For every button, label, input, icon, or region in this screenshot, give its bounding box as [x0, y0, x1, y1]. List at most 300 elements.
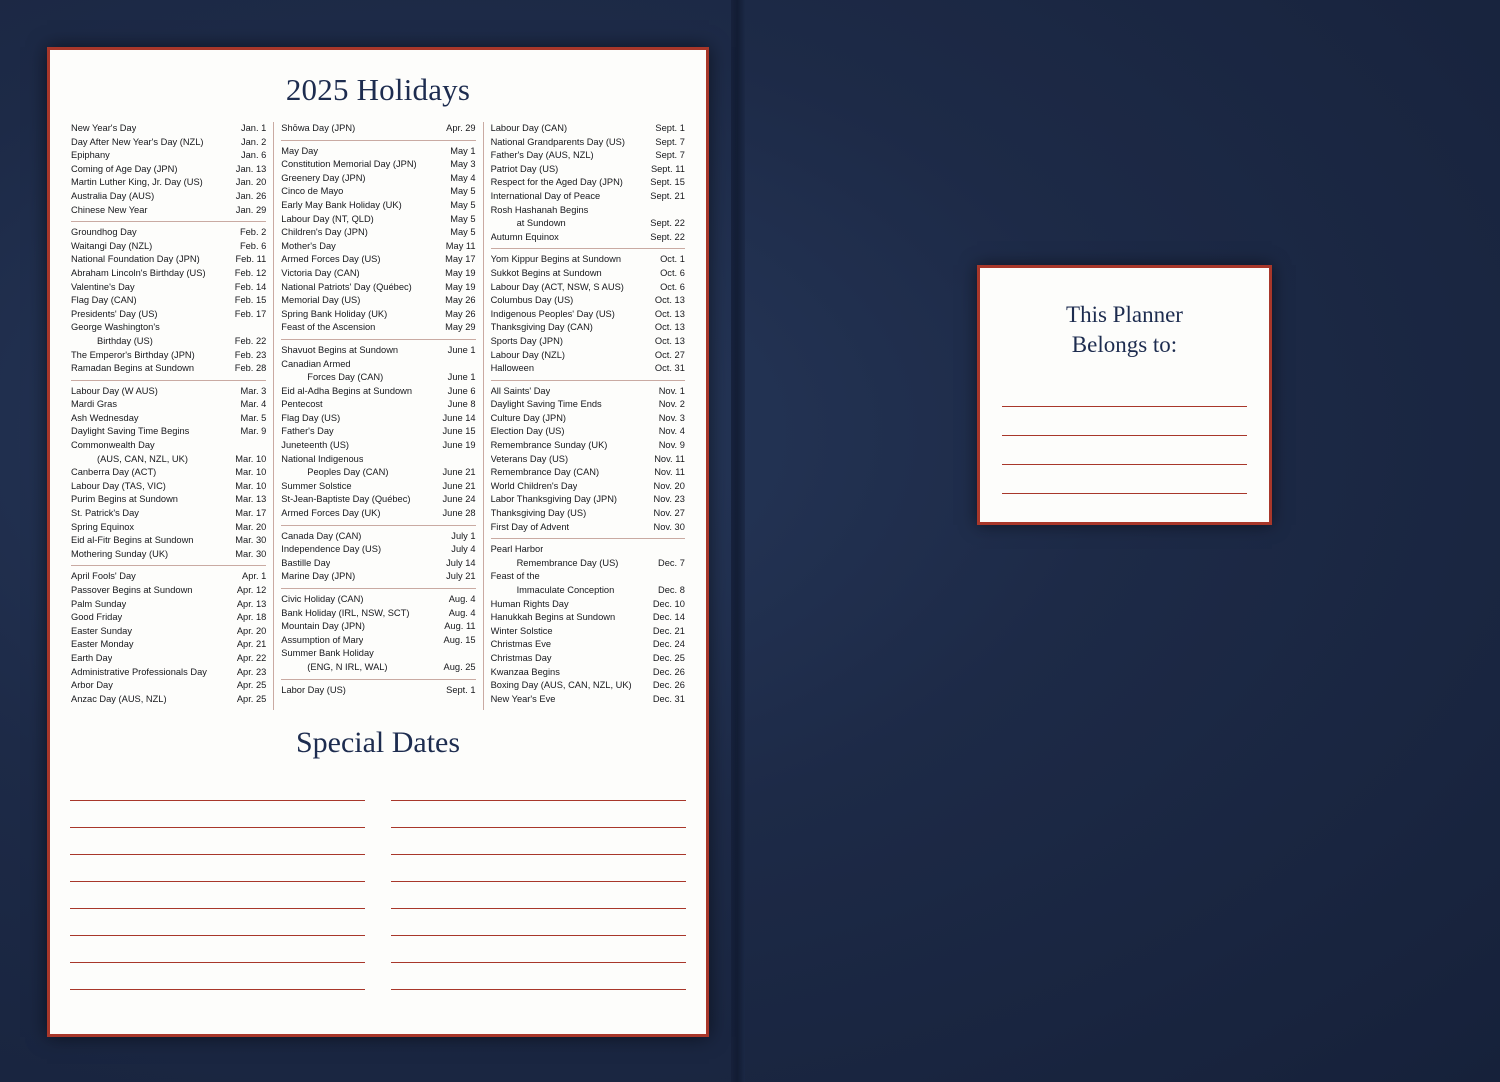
holiday-name: Ramadan Begins at Sundown — [71, 363, 195, 374]
holiday-row — [71, 385, 266, 399]
write-line[interactable] — [70, 828, 365, 855]
holiday-row — [71, 149, 266, 163]
holiday-row — [71, 335, 266, 349]
holiday-name: Sports Day (JPN) — [490, 335, 563, 346]
holiday-name: Father's Day — [281, 426, 334, 437]
holiday-date: July 4 — [451, 544, 476, 555]
holiday-row — [491, 217, 685, 231]
holiday-date: Feb. 12 — [234, 267, 267, 278]
holiday-row — [491, 267, 685, 281]
holiday-name: Greenery Day (JPN) — [281, 172, 366, 183]
holiday-name: Birthday (US) — [97, 335, 153, 346]
holiday-row — [71, 598, 266, 612]
holiday-date: Aug. 4 — [448, 594, 476, 604]
holiday-name: St. Patrick's Day — [71, 508, 139, 519]
holiday-row — [71, 163, 266, 177]
holiday-name: Remembrance Day (CAN) — [490, 467, 600, 478]
holiday-name: Commonwealth Day — [71, 440, 155, 451]
holiday-row — [71, 534, 266, 548]
holiday-month-group — [281, 588, 475, 679]
holiday-row — [281, 661, 475, 675]
holiday-row — [491, 385, 685, 399]
holiday-name: National Foundation Day (JPN) — [71, 254, 200, 265]
holiday-date: Dec. 31 — [652, 693, 685, 704]
holiday-name: Eid al-Fitr Begins at Sundown — [71, 535, 194, 546]
write-line[interactable] — [391, 909, 686, 936]
holiday-row — [71, 584, 266, 598]
holiday-date: July 21 — [446, 571, 476, 582]
holiday-date: Oct. 13 — [654, 335, 685, 346]
holiday-name: Easter Sunday — [71, 625, 132, 636]
holiday-date: Apr. 25 — [236, 693, 267, 704]
holiday-date: Jan. 20 — [235, 177, 267, 188]
holiday-name: Flag Day (CAN) — [71, 295, 137, 306]
write-line[interactable] — [70, 909, 365, 936]
holiday-date: Apr. 29 — [446, 123, 476, 133]
holiday-date: Oct. 31 — [654, 363, 685, 374]
holiday-row — [281, 185, 475, 199]
holiday-name: Culture Day (JPN) — [490, 412, 567, 423]
holiday-row — [71, 480, 266, 494]
holiday-row — [71, 362, 266, 376]
holiday-name: (AUS, CAN, NZL, UK) — [97, 453, 188, 464]
holiday-date: Jan. 13 — [235, 163, 267, 174]
special-dates-title: Special Dates — [295, 726, 461, 760]
holiday-row — [281, 439, 475, 453]
holiday-date: Feb. 15 — [234, 295, 267, 306]
holiday-date: Nov. 4 — [658, 426, 685, 437]
holiday-row — [491, 480, 685, 494]
holiday-name: Feast of the Ascension — [281, 322, 376, 333]
holiday-month-group — [71, 380, 266, 566]
write-line[interactable] — [70, 774, 365, 801]
holiday-row — [491, 521, 685, 535]
holiday-row — [281, 172, 475, 186]
holiday-month-group — [281, 679, 475, 702]
holiday-row — [281, 647, 475, 661]
write-line[interactable] — [391, 882, 686, 909]
holidays-page — [47, 47, 709, 1037]
holiday-name: Coming of Age Day (JPN) — [71, 163, 178, 174]
holiday-name: Labour Day (NT, QLD) — [281, 213, 374, 224]
holiday-name: Remembrance Sunday (UK) — [490, 440, 608, 451]
holiday-date: Nov. 30 — [653, 521, 685, 532]
holiday-date: June 19 — [442, 440, 476, 451]
holiday-date: Apr. 25 — [236, 680, 267, 691]
write-line[interactable] — [391, 828, 686, 855]
holiday-month-group — [71, 565, 266, 710]
holiday-date: May 19 — [445, 281, 476, 292]
belongs-to-title — [1002, 300, 1247, 360]
holiday-row — [491, 598, 685, 612]
holiday-row — [281, 453, 475, 467]
holiday-month-group — [491, 122, 685, 248]
write-line[interactable] — [391, 963, 686, 990]
holiday-date: Nov. 27 — [653, 508, 685, 519]
holiday-row — [491, 190, 685, 204]
holiday-name: Easter Monday — [71, 639, 134, 650]
holiday-date: Feb. 11 — [235, 254, 267, 265]
holiday-name: Shōwa Day (JPN) — [281, 123, 356, 133]
holiday-row — [491, 543, 685, 557]
holiday-row — [71, 611, 266, 625]
holiday-name: Spring Equinox — [71, 521, 135, 532]
holiday-date: Oct. 6 — [660, 267, 685, 278]
holiday-name: Bastille Day — [281, 557, 331, 568]
holiday-date: Sept. 22 — [650, 218, 685, 229]
holiday-name: New Year's Day — [71, 123, 137, 133]
holiday-date: June 1 — [447, 372, 476, 383]
holiday-date: Sept. 21 — [650, 190, 685, 201]
holiday-row — [71, 666, 266, 680]
holiday-row — [491, 362, 685, 376]
holiday-name: Mother's Day — [281, 240, 336, 251]
write-line[interactable] — [1002, 465, 1247, 494]
holiday-name: International Day of Peace — [490, 190, 601, 201]
holiday-date: Feb. 6 — [239, 240, 267, 251]
holiday-name: Eid al-Adha Begins at Sundown — [281, 385, 413, 396]
holiday-date: Mar. 17 — [235, 508, 267, 519]
holiday-date: Dec. 7 — [658, 557, 685, 568]
write-line[interactable] — [70, 963, 365, 990]
holiday-row — [71, 294, 266, 308]
belongs-to-line-2: Belongs to: — [1071, 332, 1178, 357]
holiday-date: Mar. 3 — [240, 385, 267, 396]
holiday-row — [281, 199, 475, 213]
holiday-row — [491, 163, 685, 177]
holiday-name: Daylight Saving Time Begins — [71, 426, 190, 437]
holiday-row — [71, 190, 266, 204]
holiday-date: Mar. 20 — [235, 521, 267, 532]
holiday-name: National Indigenous — [281, 453, 364, 464]
write-line[interactable] — [70, 855, 365, 882]
holiday-date: May 26 — [445, 308, 476, 319]
holiday-date: Nov. 2 — [658, 399, 685, 410]
holiday-month-group — [71, 122, 266, 221]
holiday-name: Respect for the Aged Day (JPN) — [490, 177, 623, 188]
holiday-date: Dec. 26 — [652, 680, 685, 691]
holiday-date: Feb. 28 — [234, 363, 267, 374]
holiday-name: Shavuot Begins at Sundown — [281, 344, 399, 355]
holiday-row — [491, 584, 685, 598]
holiday-date: Sept. 1 — [446, 684, 476, 695]
holiday-date: Mar. 5 — [240, 412, 267, 423]
holiday-name: George Washington's — [71, 322, 160, 333]
holiday-date: June 14 — [442, 412, 476, 423]
holiday-row — [281, 213, 475, 227]
holiday-name: Palm Sunday — [71, 598, 127, 609]
holiday-date: Apr. 1 — [242, 571, 267, 582]
holiday-row — [281, 371, 475, 385]
holiday-name: Sukkot Begins at Sundown — [490, 267, 602, 278]
holiday-name: Assumption of Mary — [281, 634, 364, 645]
holiday-date: Dec. 10 — [652, 598, 685, 609]
holiday-row — [71, 226, 266, 240]
holiday-date: Dec. 25 — [652, 652, 685, 663]
holiday-name: Halloween — [490, 363, 535, 374]
belongs-to-line-1: This Planner — [1066, 302, 1183, 327]
holiday-date: Oct. 27 — [654, 349, 685, 360]
holiday-date: Sept. 11 — [650, 163, 685, 174]
holiday-name: Canberra Day (ACT) — [71, 467, 157, 478]
holiday-row — [491, 204, 685, 218]
holiday-date: Feb. 14 — [234, 281, 267, 292]
holiday-row — [281, 557, 475, 571]
holiday-name: Armed Forces Day (UK) — [281, 508, 381, 519]
holiday-row — [71, 679, 266, 693]
holiday-date: May 29 — [445, 322, 476, 333]
holiday-name: Spring Bank Holiday (UK) — [281, 308, 388, 319]
holiday-name: World Children's Day — [490, 480, 578, 491]
holiday-name: Summer Bank Holiday — [281, 648, 374, 659]
write-line[interactable] — [70, 882, 365, 909]
holiday-date: Apr. 12 — [236, 585, 267, 595]
holiday-row — [71, 493, 266, 507]
holiday-row — [71, 548, 266, 562]
holiday-row — [281, 466, 475, 480]
holiday-name: Independence Day (US) — [281, 544, 382, 555]
holiday-name: Groundhog Day — [71, 227, 137, 238]
holiday-name: Bank Holiday (IRL, NSW, SCT) — [281, 607, 410, 618]
holiday-name: Thanksgiving Day (US) — [490, 508, 587, 519]
holiday-name: Juneteenth (US) — [281, 440, 349, 451]
holiday-row — [491, 398, 685, 412]
holiday-date: Oct. 1 — [660, 254, 685, 265]
holiday-row — [281, 684, 475, 698]
holiday-date: Dec. 26 — [652, 666, 685, 677]
holiday-name: Labour Day (NZL) — [490, 349, 565, 360]
holiday-date: Feb. 2 — [239, 227, 267, 238]
holiday-name: Constitution Memorial Day (JPN) — [281, 159, 417, 170]
holiday-row — [281, 240, 475, 254]
holiday-date: Oct. 6 — [660, 281, 685, 292]
holiday-month-group — [71, 221, 266, 380]
holiday-date: May 19 — [445, 267, 476, 278]
holiday-date: Oct. 13 — [654, 322, 685, 333]
holiday-name: Christmas Day — [490, 652, 552, 663]
special-dates-column — [391, 774, 686, 990]
holiday-name: St-Jean-Baptiste Day (Québec) — [281, 494, 411, 505]
holiday-row — [491, 231, 685, 245]
holiday-row — [491, 570, 685, 584]
holiday-name: Human Rights Day — [490, 598, 569, 609]
holiday-row — [71, 308, 266, 322]
holiday-name: Passover Begins at Sundown — [71, 585, 193, 595]
holiday-date: Dec. 21 — [652, 625, 685, 636]
holiday-name: Day After New Year's Day (NZL) — [71, 136, 204, 147]
write-line[interactable] — [391, 855, 686, 882]
holiday-name: Administrative Professionals Day — [71, 666, 207, 677]
holiday-row — [281, 344, 475, 358]
holiday-date: Dec. 24 — [652, 639, 685, 650]
holiday-row — [491, 466, 685, 480]
holiday-date: Mar. 10 — [235, 453, 267, 464]
holiday-row — [71, 570, 266, 584]
holiday-name: Immaculate Conception — [516, 585, 615, 595]
holiday-row — [281, 398, 475, 412]
holiday-date: June 24 — [442, 494, 476, 505]
holiday-row — [491, 638, 685, 652]
holiday-row — [491, 321, 685, 335]
holiday-date: June 8 — [447, 399, 476, 410]
write-line[interactable] — [70, 801, 365, 828]
holiday-date: Apr. 20 — [236, 625, 267, 636]
holiday-name: Indigenous Peoples' Day (US) — [490, 308, 615, 319]
belongs-to-card — [977, 265, 1272, 525]
holiday-date: Oct. 13 — [654, 308, 685, 319]
holiday-name: Columbus Day (US) — [490, 295, 574, 306]
holiday-date: Nov. 20 — [653, 480, 685, 491]
holiday-row — [281, 425, 475, 439]
holiday-name: Daylight Saving Time Ends — [490, 399, 602, 410]
write-line[interactable] — [391, 801, 686, 828]
holiday-date: Sept. 15 — [650, 177, 685, 188]
holiday-name: Australia Day (AUS) — [71, 190, 155, 201]
holiday-name: Canada Day (CAN) — [281, 530, 362, 541]
holiday-row — [281, 158, 475, 172]
holiday-name: Canadian Armed — [281, 358, 351, 369]
planner-spine — [731, 0, 745, 1082]
holiday-month-group — [491, 248, 685, 379]
holiday-row — [71, 253, 266, 267]
holiday-date: Apr. 23 — [236, 666, 267, 677]
holiday-row — [281, 294, 475, 308]
holiday-date: Jan. 6 — [240, 150, 267, 161]
holiday-row — [281, 507, 475, 521]
holiday-date: Aug. 15 — [443, 634, 476, 645]
holiday-name: Purim Begins at Sundown — [71, 494, 178, 505]
holiday-row — [71, 176, 266, 190]
holiday-month-group — [281, 140, 475, 339]
write-line[interactable] — [1002, 378, 1247, 407]
holiday-column — [273, 122, 482, 710]
holiday-row — [281, 570, 475, 584]
holiday-date: Oct. 13 — [654, 295, 685, 306]
holiday-row — [491, 253, 685, 267]
holiday-row — [281, 226, 475, 240]
holiday-row — [491, 557, 685, 571]
holiday-date: Nov. 3 — [658, 412, 685, 423]
holiday-date: Mar. 9 — [240, 426, 267, 437]
holiday-name: Father's Day (AUS, NZL) — [490, 150, 594, 161]
holiday-date: June 21 — [442, 467, 476, 478]
holiday-name: Flag Day (US) — [281, 412, 341, 423]
holiday-name: Presidents' Day (US) — [71, 308, 158, 319]
holiday-row — [281, 543, 475, 557]
holiday-row — [71, 625, 266, 639]
holiday-row — [491, 176, 685, 190]
holiday-date: May 5 — [450, 199, 476, 210]
holiday-date: May 4 — [450, 172, 476, 183]
holiday-row — [71, 439, 266, 453]
holiday-name: Early May Bank Holiday (UK) — [281, 199, 402, 210]
holiday-name: Children's Day (JPN) — [281, 227, 368, 238]
holiday-name: at Sundown — [516, 218, 566, 229]
holiday-date: Sept. 1 — [655, 123, 685, 133]
holiday-name: Anzac Day (AUS, NZL) — [71, 693, 167, 704]
holiday-name: Feast of the — [490, 571, 540, 582]
holiday-name: Earth Day — [71, 652, 113, 663]
holiday-date: Apr. 13 — [236, 598, 267, 609]
holiday-date: Mar. 10 — [235, 467, 267, 478]
holiday-row — [71, 466, 266, 480]
holiday-columns — [64, 122, 692, 710]
holiday-row — [491, 507, 685, 521]
holiday-row — [281, 267, 475, 281]
holiday-row — [71, 349, 266, 363]
holiday-row — [491, 611, 685, 625]
holiday-row — [281, 493, 475, 507]
holiday-name: First Day of Advent — [490, 521, 570, 532]
holiday-row — [71, 398, 266, 412]
holiday-row — [491, 349, 685, 363]
holiday-row — [71, 425, 266, 439]
holiday-name: Labor Thanksgiving Day (JPN) — [490, 494, 618, 505]
holiday-date: May 11 — [445, 240, 476, 251]
holiday-date: Aug. 25 — [443, 661, 476, 672]
holiday-month-group — [491, 538, 685, 710]
holiday-name: Peoples Day (CAN) — [307, 467, 389, 478]
holiday-date: Jan. 29 — [235, 204, 267, 215]
holiday-date: May 17 — [445, 254, 476, 265]
holiday-date: June 15 — [442, 426, 476, 437]
holiday-date: Nov. 23 — [653, 494, 685, 505]
holiday-row — [281, 122, 475, 136]
write-line[interactable] — [1002, 436, 1247, 465]
holiday-name: Labour Day (W AUS) — [71, 385, 158, 396]
holiday-name: Marine Day (JPN) — [281, 571, 356, 582]
holiday-row — [491, 136, 685, 150]
holiday-row — [491, 453, 685, 467]
holiday-date: Mar. 13 — [235, 494, 267, 505]
holiday-date: June 1 — [447, 344, 476, 355]
holiday-name: Labour Day (TAS, VIC) — [71, 480, 166, 491]
holiday-name: Abraham Lincoln's Birthday (US) — [71, 267, 206, 278]
holiday-date: June 6 — [447, 385, 476, 396]
holiday-date: Jan. 1 — [240, 123, 267, 133]
holiday-name: Good Friday — [71, 612, 123, 623]
holiday-name: Pentecost — [281, 399, 323, 410]
holiday-month-group — [281, 122, 475, 140]
write-line[interactable] — [70, 936, 365, 963]
holiday-date: July 14 — [446, 557, 476, 568]
holiday-row — [491, 693, 685, 707]
holiday-month-group — [491, 380, 685, 539]
holiday-name: Thanksgiving Day (CAN) — [490, 322, 593, 333]
write-line[interactable] — [391, 774, 686, 801]
holiday-row — [491, 335, 685, 349]
write-line[interactable] — [1002, 407, 1247, 436]
holiday-row — [491, 439, 685, 453]
holiday-row — [281, 253, 475, 267]
holiday-date: Apr. 22 — [236, 652, 267, 663]
holiday-name: Boxing Day (AUS, CAN, NZL, UK) — [490, 680, 632, 691]
holiday-name: National Patriots' Day (Québec) — [281, 281, 412, 292]
holiday-date: Aug. 4 — [448, 607, 476, 618]
holiday-row — [281, 530, 475, 544]
write-line[interactable] — [391, 936, 686, 963]
holiday-row — [281, 480, 475, 494]
holiday-row — [491, 625, 685, 639]
holiday-row — [491, 412, 685, 426]
holiday-date: May 5 — [450, 213, 476, 224]
holiday-date: May 1 — [450, 145, 476, 156]
holiday-name: Ash Wednesday — [71, 412, 139, 423]
holiday-row — [491, 679, 685, 693]
holiday-name: Patriot Day (US) — [490, 163, 559, 174]
holiday-row — [491, 425, 685, 439]
holiday-row — [281, 145, 475, 159]
